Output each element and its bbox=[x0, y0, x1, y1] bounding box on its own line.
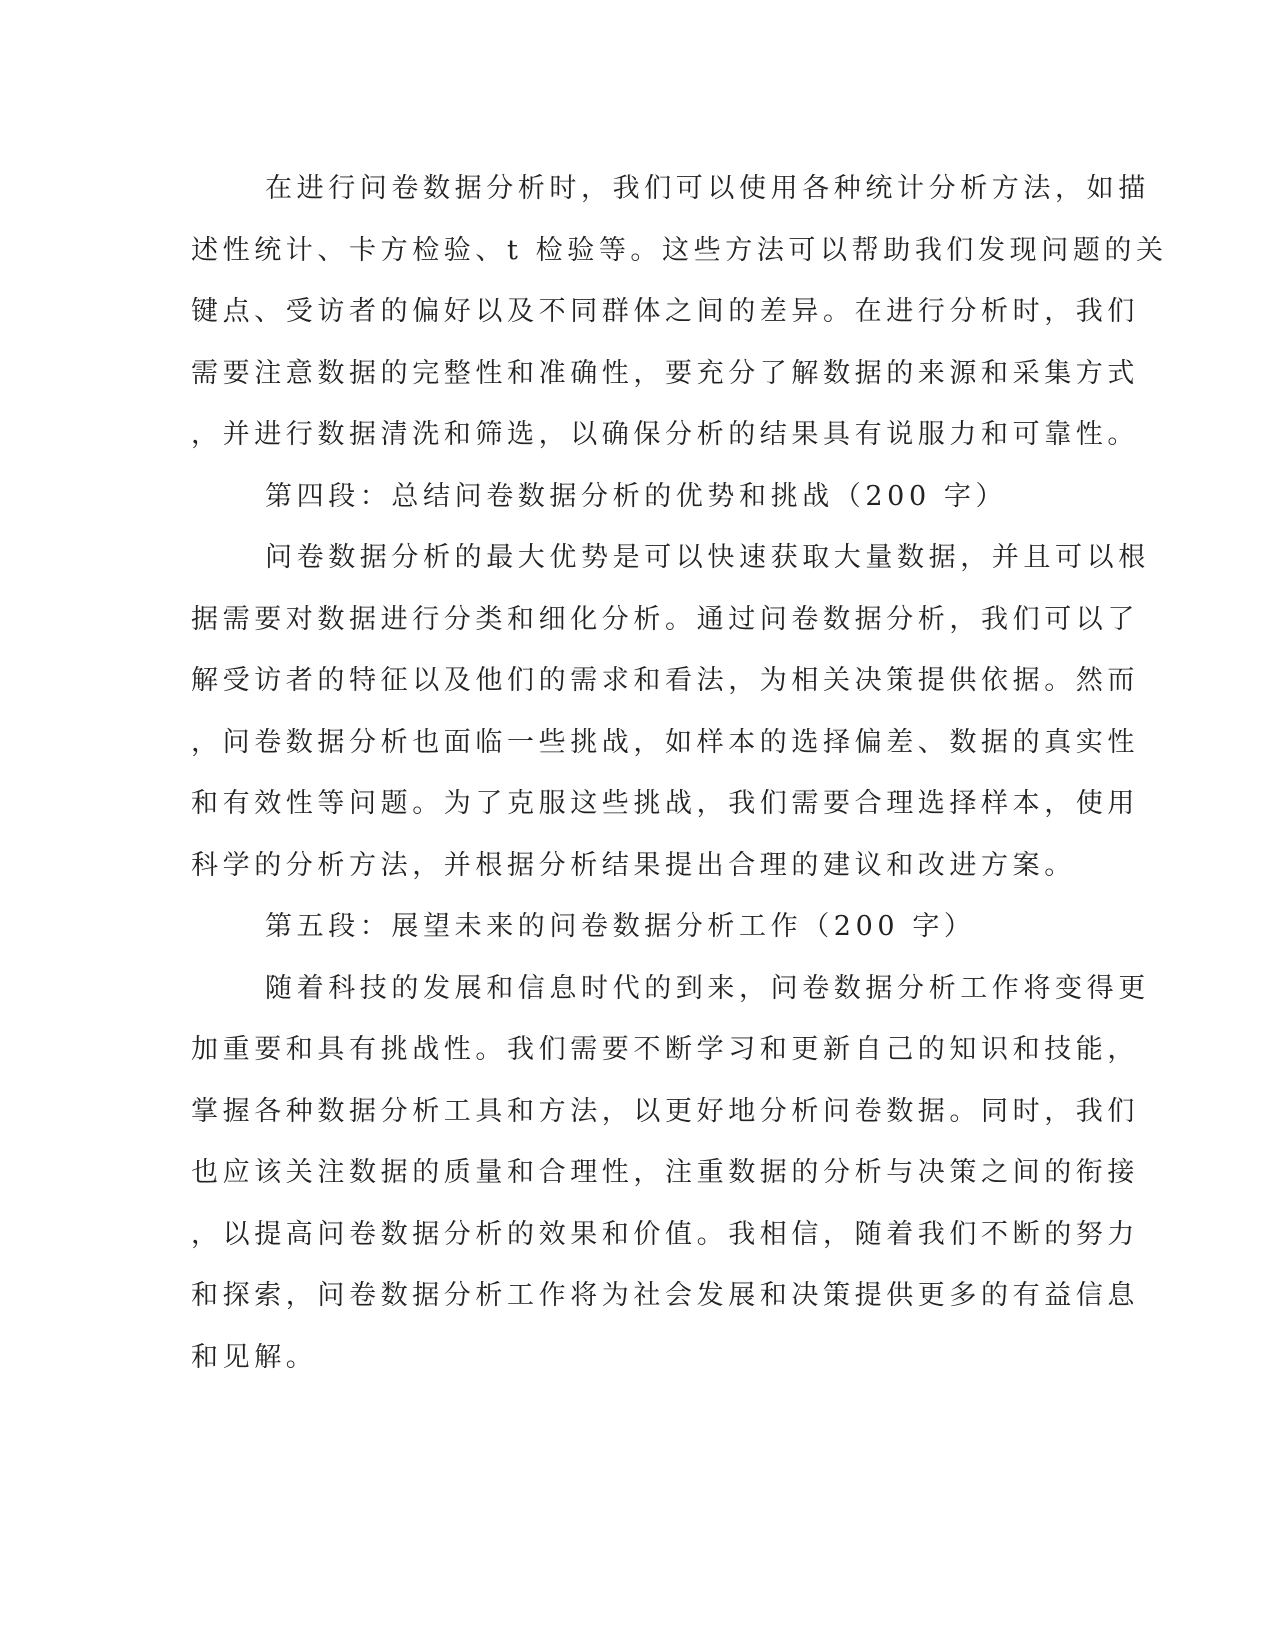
text-line: 解受访者的特征以及他们的需求和看法，为相关决策提供依据。然而 bbox=[191, 665, 1139, 696]
text-line: 和探索，问卷数据分析工作将为社会发展和决策提供更多的有益信息 bbox=[191, 1280, 1139, 1311]
text-line: ，以提高问卷数据分析的效果和价值。我相信，随着我们不断的努力 bbox=[191, 1218, 1139, 1250]
text-line: 据需要对数据进行分类和细化分析。通过问卷数据分析，我们可以了 bbox=[191, 603, 1139, 635]
text-line: 加重要和具有挑战性。我们需要不断学习和更新自己的知识和技能， bbox=[191, 1034, 1139, 1065]
text-line: 也应该关注数据的质量和合理性，注重数据的分析与决策之间的衔接 bbox=[191, 1157, 1139, 1188]
text-line: 键点、受访者的偏好以及不同群体之间的差异。在进行分析时，我们 bbox=[191, 296, 1139, 327]
text-line: 随着科技的发展和信息时代的到来，问卷数据分析工作将变得更 bbox=[265, 972, 1150, 1004]
document-body bbox=[191, 158, 1168, 1388]
text-line: 科学的分析方法，并根据分析结果提出合理的建议和改进方案。 bbox=[191, 849, 1076, 881]
text-line: 和见解。 bbox=[191, 1341, 318, 1373]
text-line: 和有效性等问题。为了克服这些挑战，我们需要合理选择样本，使用 bbox=[191, 788, 1139, 819]
section-heading: 第五段：展望未来的问卷数据分析工作（200 字） bbox=[265, 911, 976, 942]
text-line: 需要注意数据的完整性和准确性，要充分了解数据的来源和采集方式 bbox=[191, 357, 1139, 389]
text-line: ，问卷数据分析也面临一些挑战，如样本的选择偏差、数据的真实性 bbox=[191, 726, 1139, 758]
text-line: 掌握各种数据分析工具和方法，以更好地分析问卷数据。同时，我们 bbox=[191, 1095, 1139, 1127]
text-line: 问卷数据分析的最大优势是可以快速获取大量数据，并且可以根 bbox=[265, 542, 1150, 573]
section-heading: 第四段：总结问卷数据分析的优势和挑战（200 字） bbox=[265, 480, 1008, 512]
text-line: 在进行问卷数据分析时，我们可以使用各种统计分析方法，如描 bbox=[265, 173, 1150, 204]
text-line: 述性统计、卡方检验、t 检验等。这些方法可以帮助我们发现问题的关 bbox=[191, 234, 1168, 266]
text-line: ，并进行数据清洗和筛选，以确保分析的结果具有说服力和可靠性。 bbox=[191, 419, 1139, 450]
